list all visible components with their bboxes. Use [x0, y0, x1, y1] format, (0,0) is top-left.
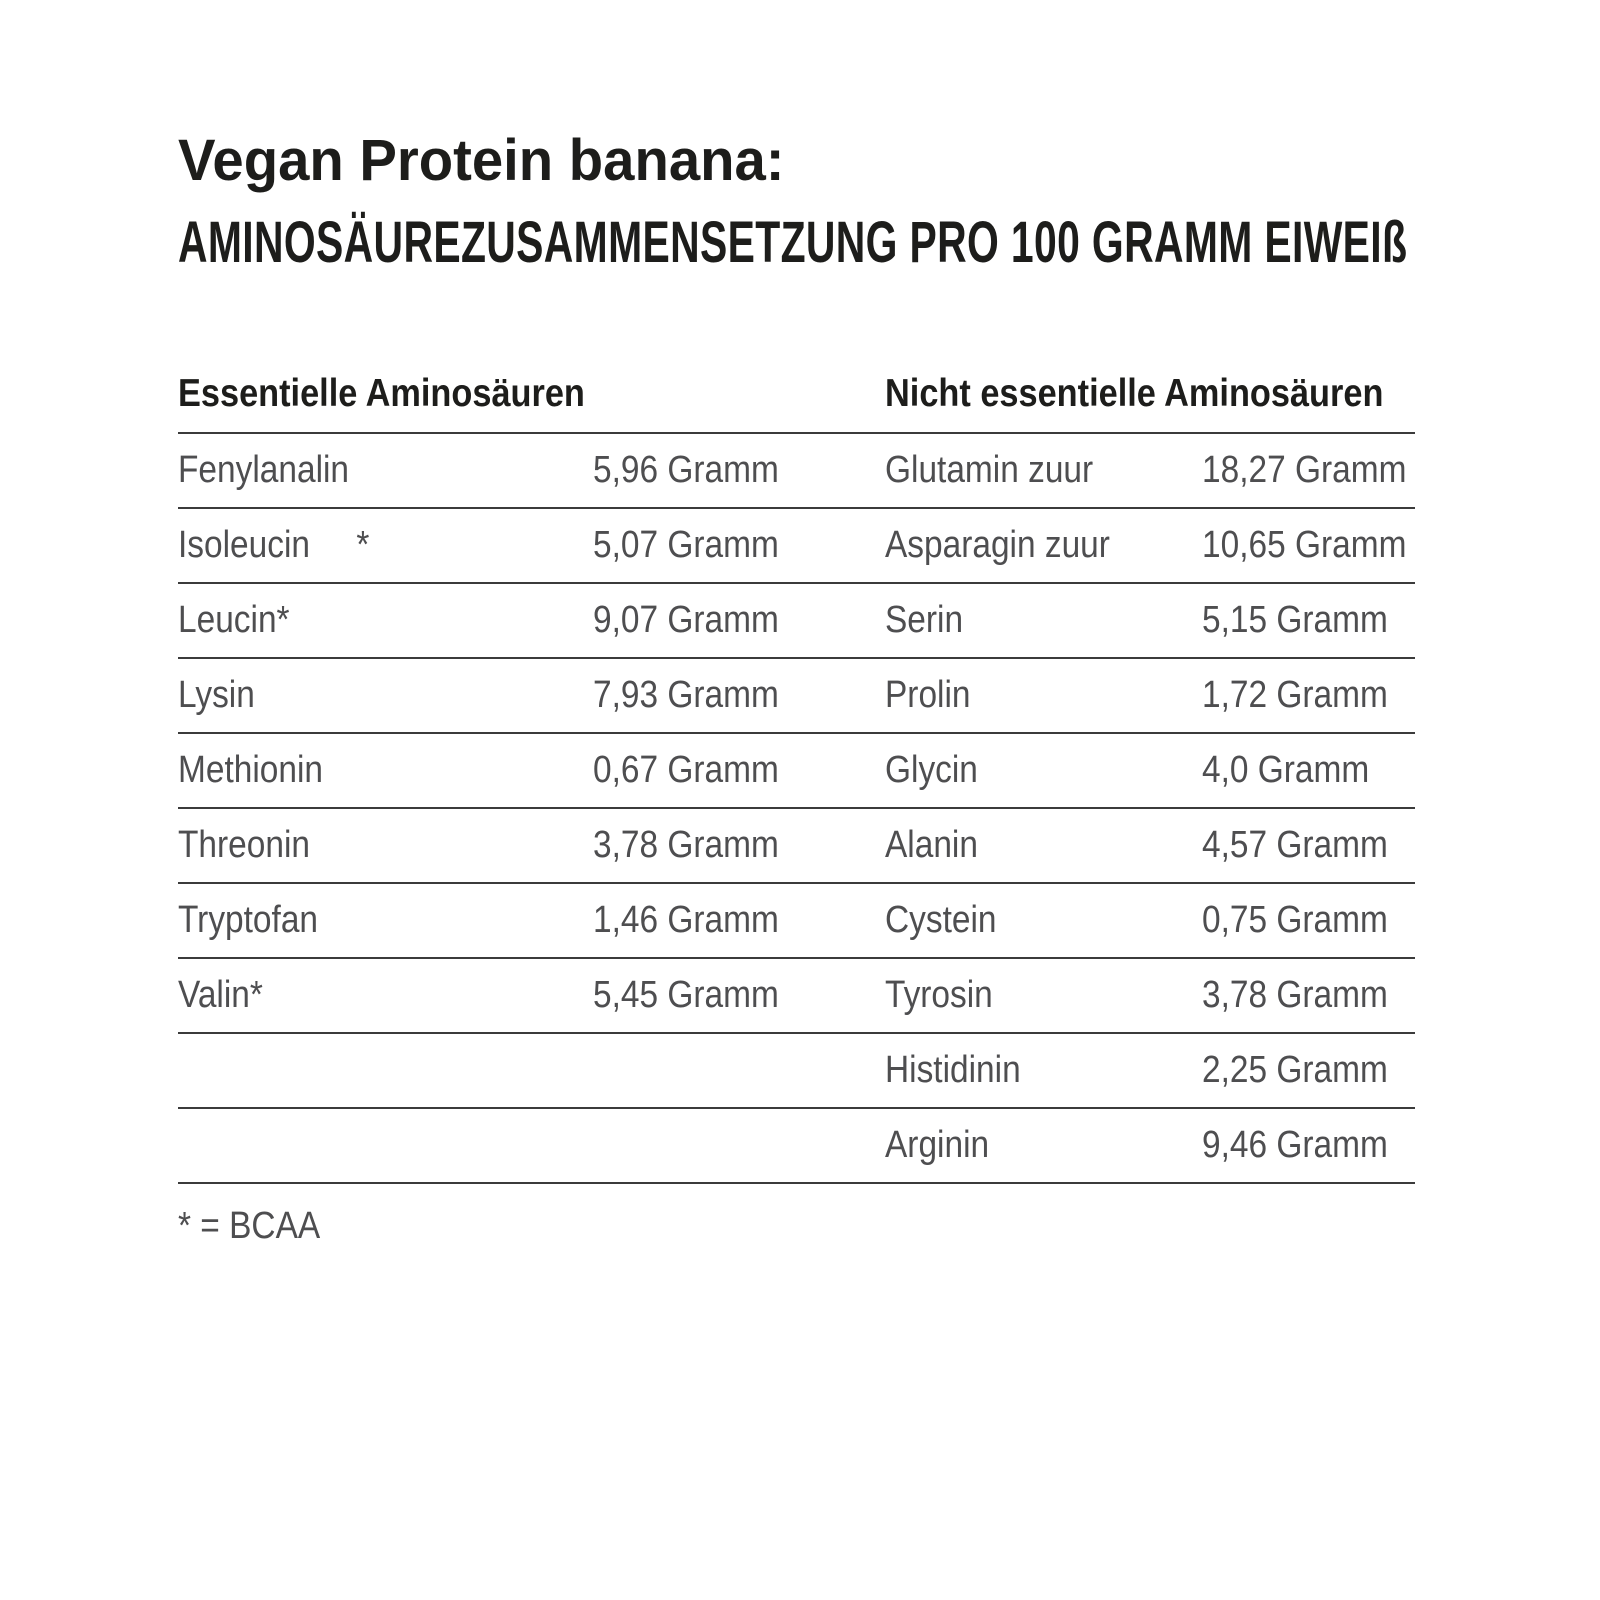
amino-value-cell: 5,15 Gramm	[1202, 599, 1388, 641]
amino-value-cell: 7,93 Gramm	[593, 674, 779, 716]
table-row	[178, 434, 1415, 509]
page-title-line-2: AMINOSÄUREZUSAMMENSETZUNG PRO 100 GRAMM EIWEIß	[178, 210, 1408, 275]
table-header-row	[178, 346, 1415, 434]
amino-name-cell	[178, 1049, 593, 1092]
column-header-essential: Essentielle Aminosäuren	[178, 372, 585, 415]
amino-name-cell: Methionin	[178, 749, 323, 791]
amino-value-cell: 0,67 Gramm	[593, 749, 779, 791]
amino-value-cell	[593, 1049, 885, 1092]
amino-name-cell: Tryptofan	[178, 899, 319, 941]
amino-name-cell: Valin*	[178, 974, 263, 1016]
table-row	[178, 659, 1415, 734]
amino-value-cell: 3,78 Gramm	[593, 824, 779, 866]
amino-name-cell: Lysin	[178, 674, 255, 716]
amino-name-cell: Arginin	[885, 1124, 990, 1166]
amino-name-cell: Threonin	[178, 824, 310, 866]
amino-value-cell: 1,72 Gramm	[1202, 674, 1388, 716]
table-row	[178, 734, 1415, 809]
amino-name-cell: Isoleucin *	[178, 524, 370, 566]
table-row	[178, 809, 1415, 884]
amino-value-cell: 5,45 Gramm	[593, 974, 779, 1016]
content	[178, 120, 1415, 1256]
amino-value-cell: 9,07 Gramm	[593, 599, 779, 641]
amino-value-cell: 18,27 Gramm	[1202, 449, 1407, 491]
table-body	[178, 434, 1415, 1184]
amino-name-cell: Prolin	[885, 674, 971, 716]
amino-value-cell: 1,46 Gramm	[593, 899, 779, 941]
table-row	[178, 1109, 1415, 1184]
amino-value-cell: 4,57 Gramm	[1202, 824, 1388, 866]
table-row	[178, 509, 1415, 584]
amino-name-cell: Serin	[885, 599, 964, 641]
table-row	[178, 584, 1415, 659]
amino-name-cell: Tyrosin	[885, 974, 993, 1016]
table-row	[178, 884, 1415, 959]
bcaa-footnote: * = BCAA	[178, 1205, 321, 1247]
amino-value-cell: 2,25 Gramm	[1202, 1049, 1388, 1091]
page-title-line-1: Vegan Protein banana:	[178, 128, 785, 193]
amino-value-cell: 4,0 Gramm	[1202, 749, 1370, 791]
amino-value-cell	[593, 1124, 885, 1167]
amino-name-cell: Cystein	[885, 899, 997, 941]
amino-name-cell: Fenylanalin	[178, 449, 350, 491]
column-header-non-essential: Nicht essentielle Aminosäuren	[885, 372, 1384, 415]
amino-name-cell: Glutamin zuur	[885, 449, 1094, 491]
amino-name-cell: Asparagin zuur	[885, 524, 1110, 566]
amino-value-cell: 5,07 Gramm	[593, 524, 779, 566]
amino-name-cell: Glycin	[885, 749, 978, 791]
table-row	[178, 959, 1415, 1034]
amino-value-cell: 5,96 Gramm	[593, 449, 779, 491]
amino-value-cell: 3,78 Gramm	[1202, 974, 1388, 1016]
amino-name-cell	[178, 1124, 593, 1167]
amino-name-cell: Histidinin	[885, 1049, 1021, 1091]
amino-name-cell: Leucin*	[178, 599, 290, 641]
table-row	[178, 1034, 1415, 1109]
amino-value-cell: 0,75 Gramm	[1202, 899, 1388, 941]
title-block	[178, 120, 1415, 284]
amino-acid-table	[178, 346, 1415, 1184]
amino-name-cell: Alanin	[885, 824, 978, 866]
amino-value-cell: 9,46 Gramm	[1202, 1124, 1388, 1166]
amino-value-cell: 10,65 Gramm	[1202, 524, 1407, 566]
